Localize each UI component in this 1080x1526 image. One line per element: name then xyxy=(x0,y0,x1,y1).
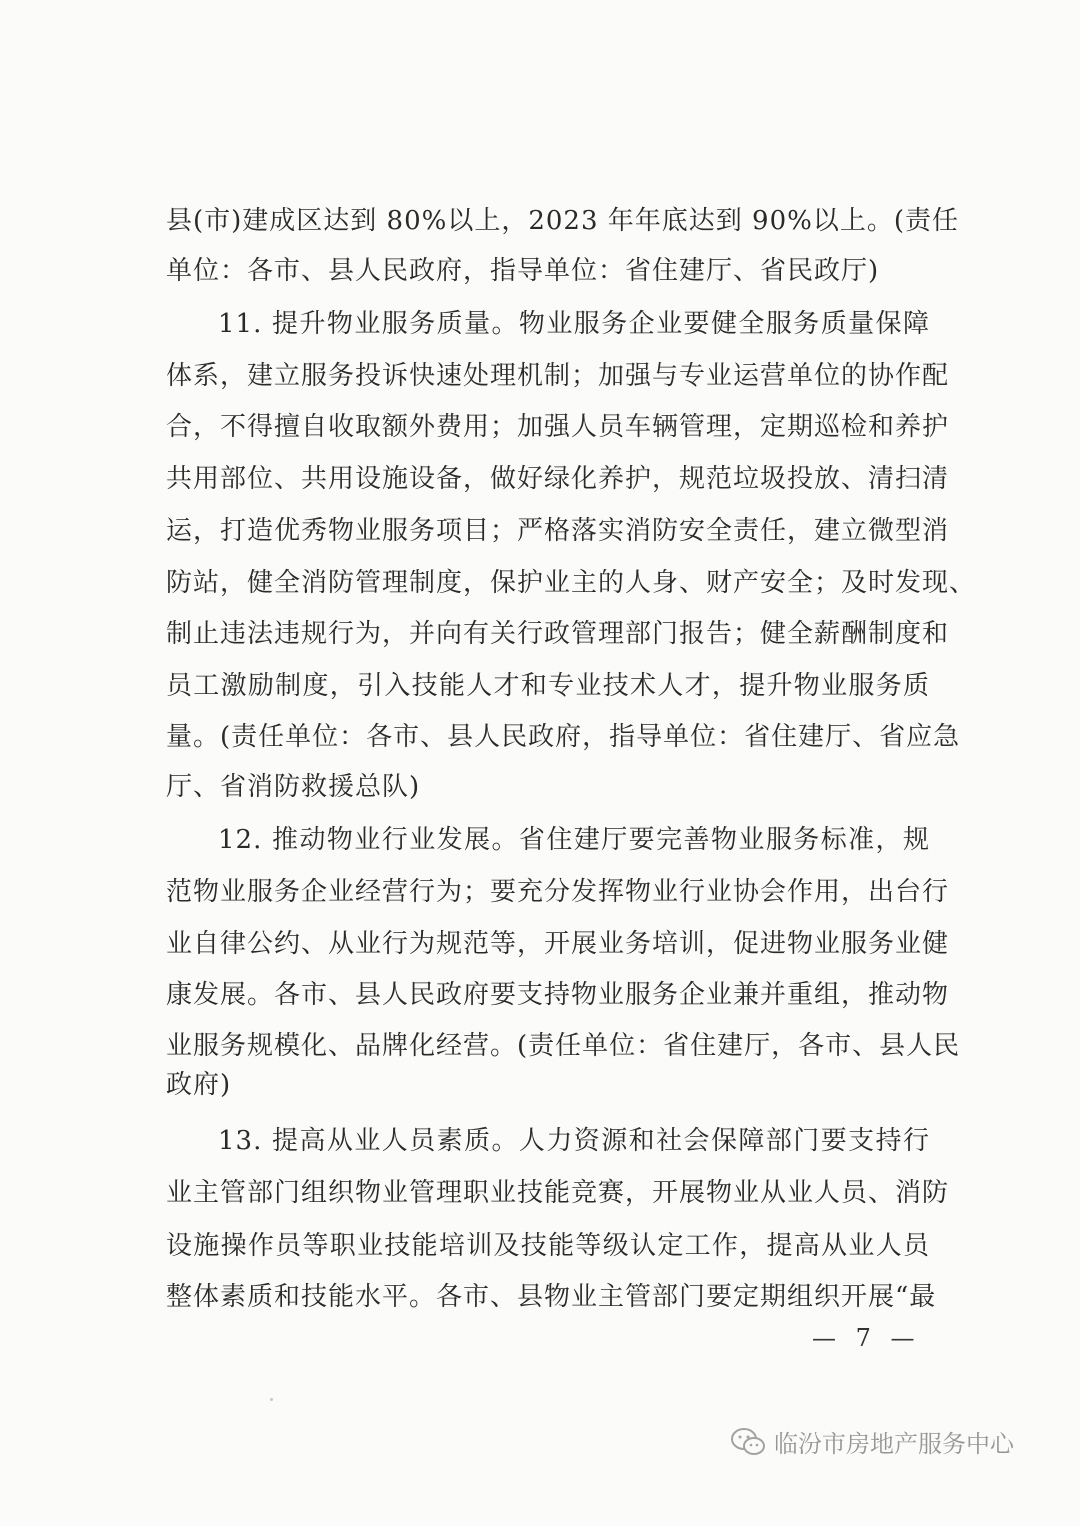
paragraph-heading-13: 13. 提高从业人员素质。人力资源和社会保障部门要支持行 xyxy=(218,1126,930,1156)
scan-speck xyxy=(270,1398,273,1401)
text-line: 业主管部门组织物业管理职业技能竞赛，开展物业从业人员、消防 xyxy=(166,1178,950,1208)
text-line: 范物业服务企业经营行为；要充分发挥物业行业协会作用，出台行 xyxy=(166,877,950,907)
text-line: 体系，建立服务投诉快速处理机制；加强与专业运营单位的协作配 xyxy=(166,361,950,391)
text-line: 制止违法违规行为，并向有关行政管理部门报告；健全薪酬制度和 xyxy=(166,619,950,649)
text-line: 县(市)建成区达到 80%以上，2023 年年底达到 90%以上。(责任 xyxy=(166,206,959,236)
page-number: — 7 — xyxy=(812,1324,921,1352)
watermark-text: 临汾市房地产服务中心 xyxy=(774,1430,1014,1458)
text-line: 厅、省消防救援总队) xyxy=(166,772,421,802)
text-line: 运，打造优秀物业服务项目；严格落实消防安全责任，建立微型消 xyxy=(166,516,950,546)
text-line: 业自律公约、从业行为规范等，开展业务培训，促进物业服务业健 xyxy=(166,929,950,959)
text-line: 康发展。各市、县人民政府要支持物业服务企业兼并重组，推动物 xyxy=(166,980,950,1010)
wechat-icon xyxy=(730,1426,766,1458)
text-line: 政府) xyxy=(166,1070,232,1100)
paragraph-heading-11: 11. 提升物业服务质量。物业服务企业要健全服务质量保障 xyxy=(218,309,930,339)
text-line: 整体素质和技能水平。各市、县物业主管部门要定期组织开展“最 xyxy=(166,1282,937,1312)
text-line: 共用部位、共用设施设备，做好绿化养护，规范垃圾投放、清扫清 xyxy=(166,464,950,494)
paragraph-heading-12: 12. 推动物业行业发展。省住建厅要完善物业服务标准，规 xyxy=(218,825,930,855)
text-line: 员工激励制度，引入技能人才和专业技术人才，提升物业服务质 xyxy=(166,671,930,701)
text-line: 防站，健全消防管理制度，保护业主的人身、财产安全；及时发现、 xyxy=(166,568,977,598)
text-line: 量。(责任单位：各市、县人民政府，指导单位：省住建厅、省应急 xyxy=(166,722,961,752)
text-line: 单位：各市、县人民政府，指导单位：省住建厅、省民政厅) xyxy=(166,256,880,286)
text-line: 设施操作员等职业技能培训及技能等级认定工作，提高从业人员 xyxy=(166,1231,930,1261)
account-watermark xyxy=(730,1424,1014,1459)
text-line: 合，不得擅自收取额外费用；加强人员车辆管理，定期巡检和养护 xyxy=(166,412,950,442)
text-line: 业服务规模化、品牌化经营。(责任单位：省住建厅，各市、县人民 xyxy=(166,1031,961,1061)
